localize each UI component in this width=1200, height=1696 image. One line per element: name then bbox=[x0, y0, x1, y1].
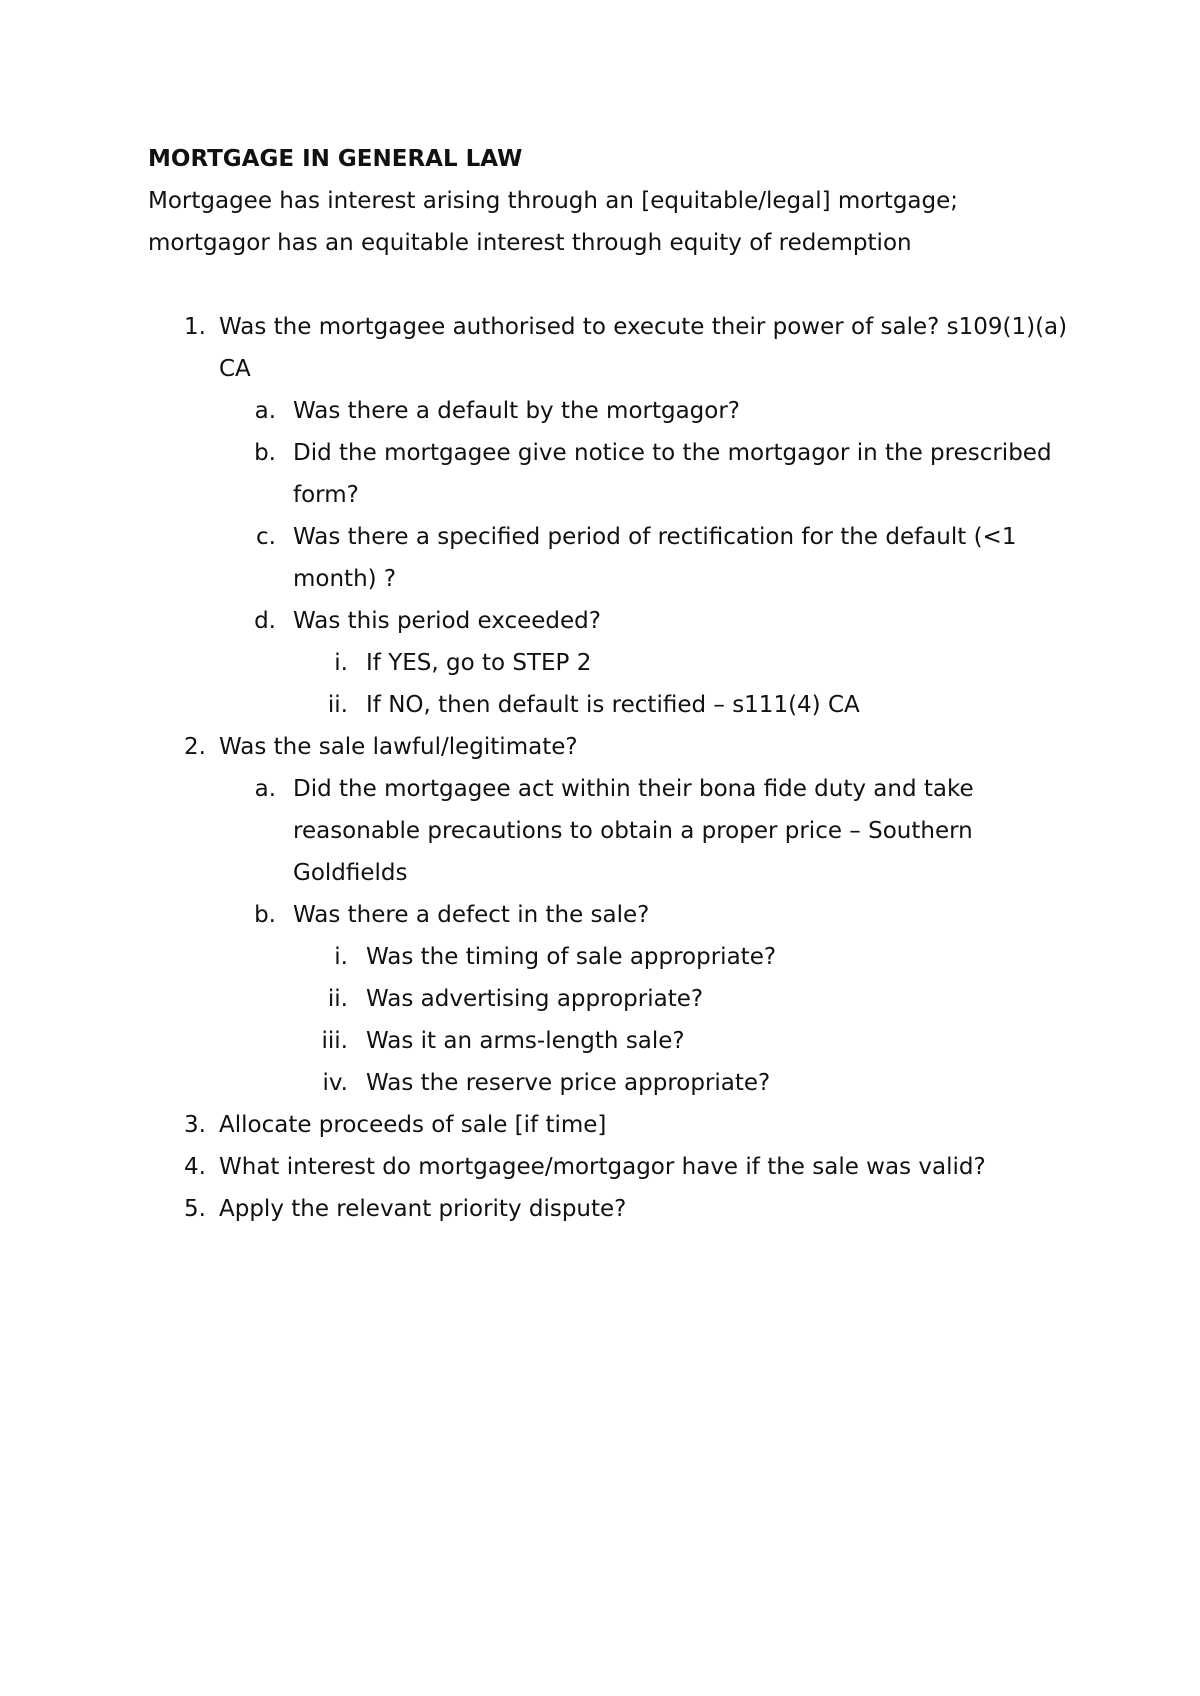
list-item bbox=[148, 894, 1078, 936]
list-marker: ii. bbox=[327, 692, 348, 718]
list-item bbox=[148, 432, 1078, 516]
blank-line bbox=[148, 264, 1078, 306]
list-item bbox=[148, 1062, 1078, 1104]
list-item-text: Was the timing of sale appropriate? bbox=[366, 944, 777, 970]
list-item-text: What interest do mortgagee/mortgagor have if the sale was valid? bbox=[219, 1154, 986, 1180]
list-item-text: Was the reserve price appropriate? bbox=[366, 1070, 771, 1096]
list-marker: i. bbox=[334, 944, 348, 970]
list-marker: 2. bbox=[184, 734, 206, 760]
list-marker: a. bbox=[254, 398, 276, 424]
list-item bbox=[148, 1188, 1078, 1230]
list-item-text: Apply the relevant priority dispute? bbox=[219, 1196, 627, 1222]
list-item bbox=[148, 306, 1078, 390]
list-item-text: Was advertising appropriate? bbox=[366, 986, 704, 1012]
list-marker: iv. bbox=[322, 1070, 348, 1096]
list-marker: b. bbox=[254, 440, 276, 466]
list-item bbox=[148, 1146, 1078, 1188]
list-item-text: Was there a defect in the sale? bbox=[293, 902, 650, 928]
list-item bbox=[148, 1020, 1078, 1062]
list-marker: iii. bbox=[321, 1028, 348, 1054]
intro-paragraph: Mortgagee has interest arising through an [equitable/legal] mortgage; mortgagor has an equitable interest through equity of redemption bbox=[148, 188, 959, 256]
list-item-text: Was the mortgagee authorised to execute their power of sale? s109(1)(a) CA bbox=[219, 314, 1068, 382]
list-marker: ii. bbox=[327, 986, 348, 1012]
list-item bbox=[148, 1104, 1078, 1146]
list-item-text: Was there a default by the mortgagor? bbox=[293, 398, 741, 424]
list-item bbox=[148, 726, 1078, 768]
list-marker: 5. bbox=[184, 1196, 206, 1222]
list-item-text: Was this period exceeded? bbox=[293, 608, 601, 634]
list-item bbox=[148, 642, 1078, 684]
list-item-text: Did the mortgagee act within their bona fide duty and take reasonable precautions to obtain a proper price – Southern Goldfields bbox=[293, 776, 974, 886]
list-item bbox=[148, 516, 1078, 600]
list-marker: d. bbox=[254, 608, 276, 634]
document-body bbox=[148, 138, 1078, 1230]
list-marker: i. bbox=[334, 650, 348, 676]
list-item bbox=[148, 768, 1078, 894]
list-marker: 4. bbox=[184, 1154, 206, 1180]
list-item-text: If YES, go to STEP 2 bbox=[366, 650, 592, 676]
list-marker: a. bbox=[254, 776, 276, 802]
list-item-text: Did the mortgagee give notice to the mortgagor in the prescribed form? bbox=[293, 440, 1052, 508]
list-item-text: If NO, then default is rectified – s111(4) CA bbox=[366, 692, 860, 718]
list-marker: c. bbox=[256, 524, 276, 550]
list-item bbox=[148, 600, 1078, 642]
list-item-text: Was the sale lawful/legitimate? bbox=[219, 734, 578, 760]
list-item-text: Allocate proceeds of sale [if time] bbox=[219, 1112, 607, 1138]
document-title: MORTGAGE IN GENERAL LAW bbox=[148, 146, 523, 172]
list-marker: 1. bbox=[184, 314, 206, 340]
list-item bbox=[148, 390, 1078, 432]
list-item-text: Was it an arms-length sale? bbox=[366, 1028, 685, 1054]
list-item bbox=[148, 936, 1078, 978]
list-marker: 3. bbox=[184, 1112, 206, 1138]
list-item-text: Was there a specified period of rectification for the default (<1 month) ? bbox=[293, 524, 1017, 592]
list-marker: b. bbox=[254, 902, 276, 928]
list-item bbox=[148, 684, 1078, 726]
list-item bbox=[148, 978, 1078, 1020]
